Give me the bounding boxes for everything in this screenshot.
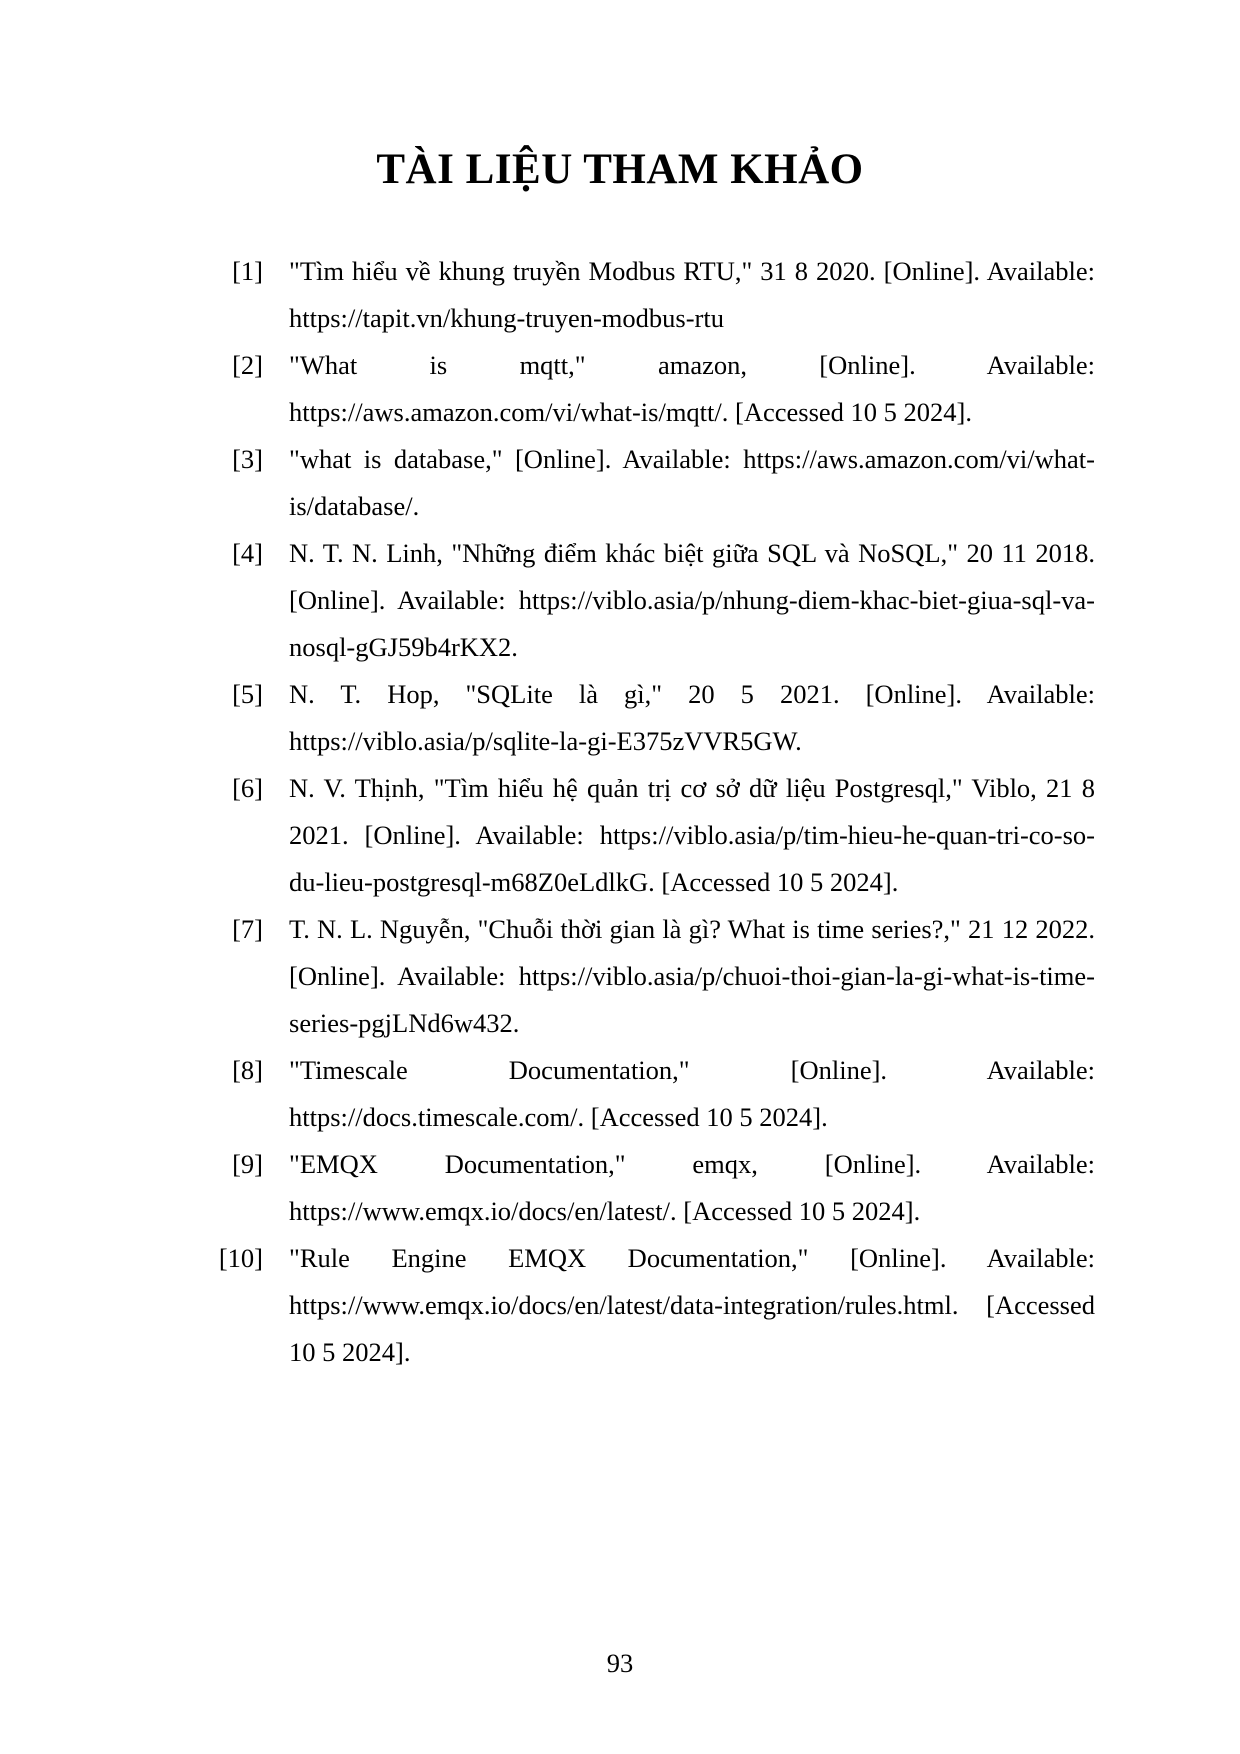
reference-item [215,1235,1095,1376]
reference-text: "What is mqtt," amazon, [Online]. Available: https://aws.amazon.com/vi/what-is/mqtt/. [Accessed 10 5 2024]. [289,350,1095,427]
reference-item [215,1047,1095,1141]
page-title: TÀI LIỆU THAM KHẢO [376,146,864,193]
reference-item [215,248,1095,342]
reference-number: [5] [232,679,263,709]
reference-number: [1] [232,256,263,286]
reference-item [215,436,1095,530]
reference-item [215,765,1095,906]
reference-number: [10] [218,1243,263,1273]
reference-list [215,248,1095,1376]
reference-text: N. T. Hop, "SQLite là gì," 20 5 2021. [Online]. Available: https://viblo.asia/p/sqlite-la-gi-E375zVVR5GW. [289,679,1095,756]
reference-number: [6] [232,773,263,803]
reference-number: [4] [232,538,263,568]
reference-text: "EMQX Documentation," emqx, [Online]. Available: https://www.emqx.io/docs/en/latest/. [Accessed 10 5 2024]. [289,1149,1095,1226]
reference-text: N. T. N. Linh, "Những điểm khác biệt giữa SQL và NoSQL," 20 11 2018. [Online]. Available: https://viblo.asia/p/nhung-diem-khac-biet-giua-sql-va-nosql-gGJ59b4rKX2. [289,538,1095,662]
reference-text: "what is database," [Online]. Available: https://aws.amazon.com/vi/what-is/database/. [289,444,1095,521]
reference-number: [9] [232,1149,263,1179]
reference-text: N. V. Thịnh, "Tìm hiểu hệ quản trị cơ sở dữ liệu Postgresql," Viblo, 21 8 2021. [Online]. Available: https://viblo.asia/p/tim-hieu-he-quan-tri-co-so-du-lieu-postgresql-m68Z0eLdlkG. [Accessed 10 5 2024]. [289,773,1095,897]
reference-text: "Tìm hiểu về khung truyền Modbus RTU," 31 8 2020. [Online]. Available: https://tapit.vn/khung-truyen-modbus-rtu [289,256,1095,333]
reference-item [215,530,1095,671]
reference-text: "Timescale Documentation," [Online]. Available: https://docs.timescale.com/. [Accessed 10 5 2024]. [289,1055,1095,1132]
reference-item [215,906,1095,1047]
reference-number: [2] [232,350,263,380]
reference-number: [7] [232,914,263,944]
reference-text: "Rule Engine EMQX Documentation," [Online]. Available: https://www.emqx.io/docs/en/latest/data-integration/rules.html. [Accessed 10 5 2024]. [289,1243,1095,1367]
reference-number: [3] [232,444,263,474]
reference-item [215,671,1095,765]
reference-text: T. N. L. Nguyễn, "Chuỗi thời gian là gì? What is time series?," 21 12 2022. [Online]. Available: https://viblo.asia/p/chuoi-thoi-gian-la-gi-what-is-time-series-pgjLNd6w432. [289,914,1095,1038]
reference-item [215,342,1095,436]
reference-item [215,1141,1095,1235]
page-number: 93 [606,1648,634,1678]
reference-number: [8] [232,1055,263,1085]
